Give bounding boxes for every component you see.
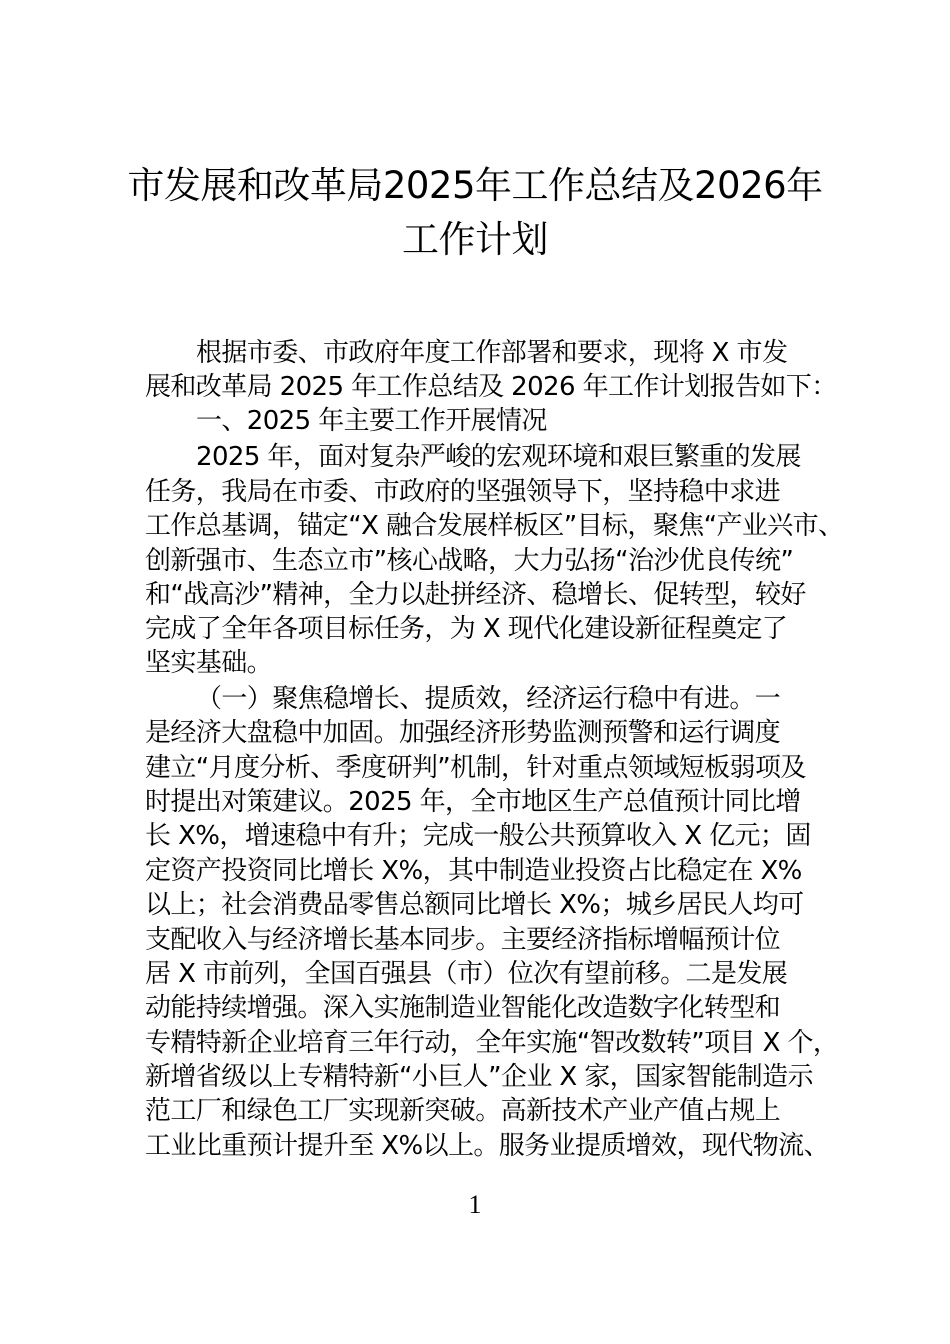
body-paragraph-line: 支配收入与经济增长基本同步。主要经济指标增幅预计位 — [145, 925, 781, 955]
body-paragraph-line: 完成了全年各项目标任务，为 X 现代化建设新征程奠定了 — [145, 614, 788, 644]
body-paragraph-line: 动能持续增强。深入实施制造业智能化改造数字化转型和 — [145, 993, 781, 1023]
document-title-line-1: 市发展和改革局2025年工作总结及2026年 — [127, 164, 823, 207]
body-paragraph-line: 以上；社会消费品零售总额同比增长 X%；城乡居民人均可 — [145, 890, 804, 920]
body-paragraph-line: 是经济大盘稳中加固。加强经济形势监测预警和运行调度 — [145, 718, 781, 748]
body-paragraph-line: 创新强市、生态立市”核心战略，大力弘扬“治沙优良传统” — [145, 546, 794, 576]
body-paragraph-line: 工业比重预计提升至 X%以上。服务业提质增效，现代物流、 — [145, 1131, 829, 1161]
body-paragraph-line: 任务，我局在市委、市政府的坚强领导下，坚持稳中求进 — [145, 477, 781, 507]
body-paragraph-line: 建立“月度分析、季度研判”机制，针对重点领域短板弱项及 — [145, 753, 806, 783]
body-paragraph-line: 和“战高沙”精神，全力以赴拼经济、稳增长、促转型，较好 — [145, 580, 806, 610]
body-paragraph-line: 居 X 市前列，全国百强县（市）位次有望前移。二是发展 — [145, 959, 788, 989]
body-paragraph-line: 时提出对策建议。2025 年，全市地区生产总值预计同比增 — [145, 787, 801, 817]
body-paragraph-line: 坚实基础。 — [145, 648, 273, 678]
page-number: 1 — [468, 1190, 482, 1219]
document-title-line-2: 工作计划 — [402, 218, 548, 261]
body-paragraph-line: 新增省级以上专精特新“小巨人”企业 X 家，国家智能制造示 — [145, 1062, 813, 1092]
subsection-heading-1: （一）聚焦稳增长、提质效，经济运行稳中有进。一 — [196, 684, 781, 714]
intro-paragraph-line: 展和改革局 2025 年工作总结及 2026 年工作计划报告如下： — [145, 372, 837, 402]
body-paragraph-line: 工作总基调，锚定“X 融合发展样板区”目标，聚焦“产业兴市、 — [145, 511, 844, 541]
intro-paragraph-line: 根据市委、市政府年度工作部署和要求，现将 X 市发 — [196, 338, 788, 368]
section-heading-1: 一、2025 年主要工作开展情况 — [196, 406, 547, 436]
body-paragraph-line: 2025 年，面对复杂严峻的宏观环境和艰巨繁重的发展 — [196, 442, 801, 472]
body-paragraph-line: 长 X%，增速稳中有升；完成一般公共预算收入 X 亿元；固 — [145, 821, 811, 851]
body-paragraph-line: 专精特新企业培育三年行动，全年实施“智改数转”项目 X 个， — [145, 1028, 839, 1058]
body-paragraph-line: 范工厂和绿色工厂实现新突破。高新技术产业产值占规上 — [145, 1096, 781, 1126]
body-paragraph-line: 定资产投资同比增长 X%，其中制造业投资占比稳定在 X% — [145, 856, 802, 886]
